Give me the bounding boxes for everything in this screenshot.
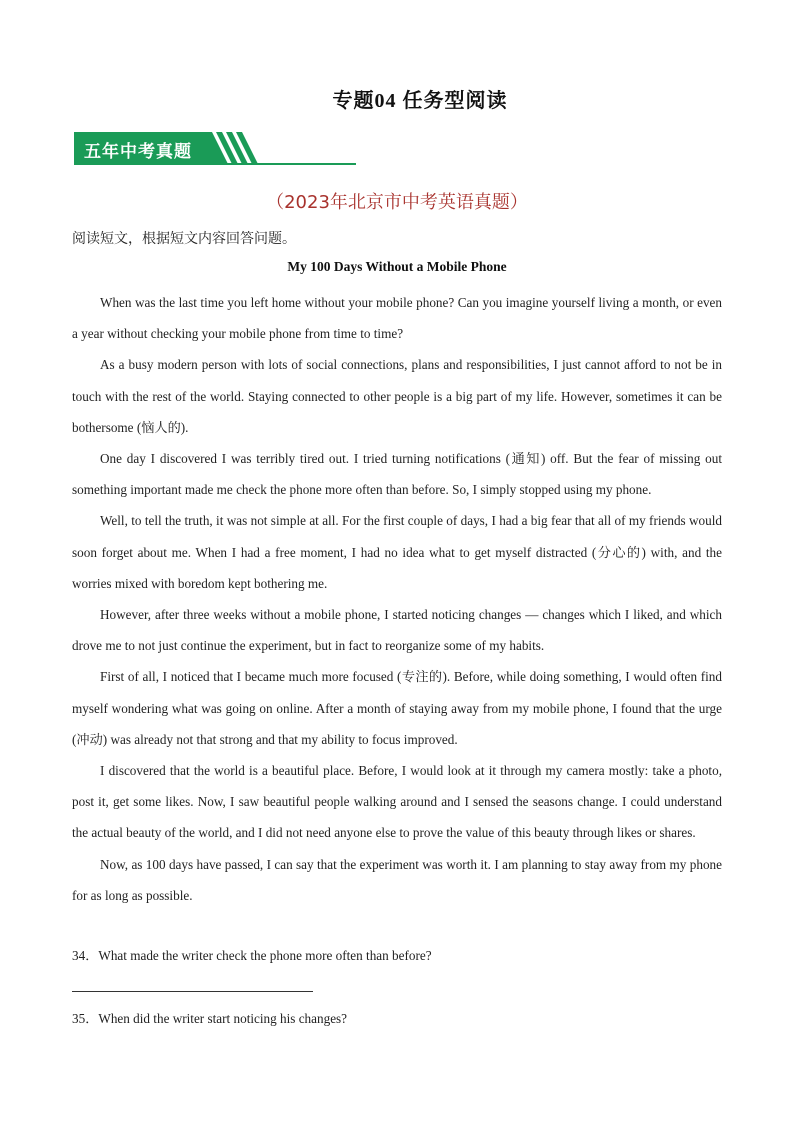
passage-paragraph: As a busy modern person with lots of social connections, plans and responsibilities, I just cannot afford to not be in touch with the rest of the world. Staying connected to other people is a big part of my life. However, sometimes it can be bothersome (恼人的). — [72, 357, 722, 435]
banner-rule — [74, 163, 356, 165]
passage-body — [72, 287, 722, 911]
passage-paragraph: Well, to tell the truth, it was not simple at all. For the first couple of days, I had a big fear that all of my friends would soon forget about me. When I had a free moment, I had no idea what to get myself distracted (分心的) with, and the worries mixed with boredom kept bothering me. — [72, 513, 722, 591]
source-note: （2023年北京市中考英语真题） — [266, 192, 528, 213]
passage-paragraph: I discovered that the world is a beautiful place. Before, I would look at it through my camera mostly: take a photo, post it, get some likes. Now, I saw beautiful people walking around and I sensed the seasons change. I could understand the actual beauty of the world, and I did not need anyone else to prove the value of this beauty through likes or shares. — [72, 763, 722, 841]
passage-title: My 100 Days Without a Mobile Phone — [287, 259, 507, 274]
passage-paragraph: When was the last time you left home without your mobile phone? Can you imagine yourself living a month, or even a year without checking your mobile phone from time to time? — [72, 295, 722, 342]
question-35 — [72, 1008, 347, 1027]
passage-paragraph: One day I discovered I was terribly tired out. I tried turning notifications (通知) off. But the fear of missing out something important made me check the phone more often than before. So, I simply stopped using my phone. — [72, 451, 722, 498]
banner-label: 五年中考真题 — [84, 142, 192, 162]
question-text: What made the writer check the phone more often than before? — [98, 948, 432, 963]
instruction: 阅读短文，根据短文内容回答问题。 — [72, 231, 296, 247]
question-number: 34． — [72, 948, 99, 963]
passage-paragraph: However, after three weeks without a mobile phone, I started noticing changes — changes which I liked, and which drove me to not just continue the experiment, but in fact to reorganize some of my habits. — [72, 607, 722, 654]
answer-line[interactable] — [72, 991, 313, 992]
document-title: 专题04 任务型阅读 — [332, 90, 508, 112]
section-banner — [74, 132, 356, 166]
question-number: 35． — [72, 1011, 99, 1026]
question-text: When did the writer start noticing his changes? — [98, 1011, 348, 1026]
passage-paragraph: Now, as 100 days have passed, I can say that the experiment was worth it. I am planning to stay away from my phone for as long as possible. — [72, 856, 722, 903]
banner-stripes-icon — [194, 132, 334, 166]
question-34 — [72, 945, 432, 964]
passage-paragraph: First of all, I noticed that I became much more focused (专注的). Before, while doing something, I would often find myself wondering what was going on online. After a month of staying away from my mobile phone, I found that the urge (冲动) was already not that strong and that my ability to focus improved. — [72, 669, 722, 747]
